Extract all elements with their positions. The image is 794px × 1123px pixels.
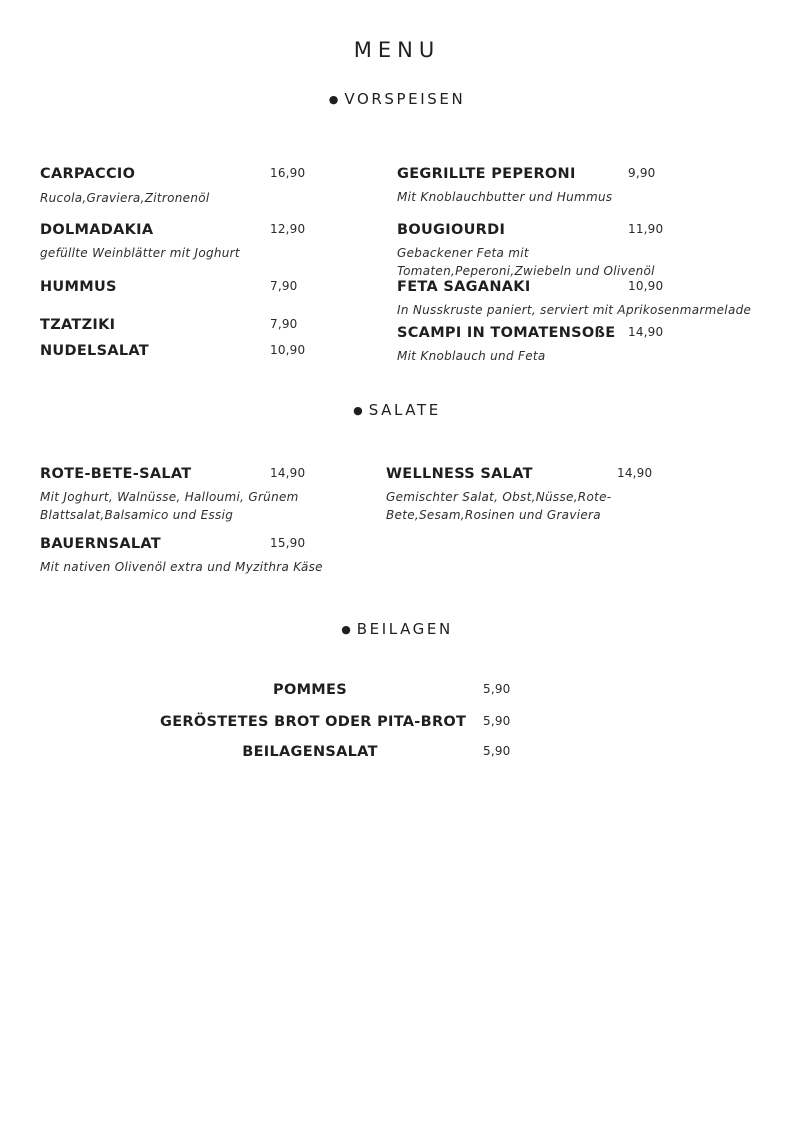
dish-description: Mit Knoblauchbutter und Hummus (397, 190, 613, 204)
dish-price: 14,90 (617, 466, 653, 480)
side-dish-price: 5,90 (483, 744, 511, 758)
dish-description: Gebackener Feta mit (397, 246, 529, 260)
dish-name: BOUGIOURDI (397, 222, 506, 238)
dish-description: Mit nativen Olivenöl extra und Myzithra Käse (40, 560, 323, 574)
bullet-icon: ● (341, 623, 351, 636)
side-dish-price: 5,90 (483, 682, 511, 696)
dish-name: FETA SAGANAKI (397, 279, 531, 295)
dish-price: 14,90 (628, 325, 664, 339)
dish-price: 10,90 (628, 279, 664, 293)
dish-description: Tomaten,Peperoni,Zwiebeln und Olivenöl (397, 264, 655, 278)
dish-price: 14,90 (270, 466, 306, 480)
dish-name: ROTE-BETE-SALAT (40, 466, 192, 482)
dish-name: DOLMADAKIA (40, 222, 154, 238)
section-label: SALATE (368, 401, 441, 419)
dish-description: Gemischter Salat, Obst,Nüsse,Rote- (386, 490, 612, 504)
section-heading-vorspeisen (0, 90, 794, 108)
section-label: VORSPEISEN (344, 90, 466, 108)
dish-name: NUDELSALAT (40, 343, 149, 359)
side-dish-name: GERÖSTETES BROT ODER PITA-BROT (160, 714, 467, 730)
dish-price: 16,90 (270, 166, 306, 180)
dish-name: WELLNESS SALAT (386, 466, 533, 482)
dish-name: HUMMUS (40, 279, 117, 295)
bullet-icon: ● (353, 404, 363, 417)
dish-description: Bete,Sesam,Rosinen und Graviera (386, 508, 601, 522)
dish-description: Mit Joghurt, Walnüsse, Halloumi, Grünem (40, 490, 299, 504)
dish-name: GEGRILLTE PEPERONI (397, 166, 576, 182)
menu-title: MENU (353, 38, 441, 62)
dish-price: 7,90 (270, 317, 298, 331)
dish-price: 10,90 (270, 343, 306, 357)
dish-name: TZATZIKI (40, 317, 116, 333)
dish-description: Mit Knoblauch und Feta (397, 349, 546, 363)
bullet-icon: ● (328, 93, 339, 106)
dish-price: 12,90 (270, 222, 306, 236)
dish-name: SCAMPI IN TOMATENSOßE (397, 325, 616, 341)
dish-price: 15,90 (270, 536, 306, 550)
dish-description: In Nusskruste paniert, serviert mit Aprikosenmarmelade (397, 303, 752, 317)
dish-price: 9,90 (628, 166, 656, 180)
side-dish-price: 5,90 (483, 714, 511, 728)
side-dish-name: BEILAGENSALAT (242, 744, 378, 760)
side-dish-name: POMMES (273, 682, 347, 698)
section-heading-salate (0, 401, 794, 419)
dish-name: CARPACCIO (40, 166, 136, 182)
dish-description: gefüllte Weinblätter mit Joghurt (40, 246, 240, 260)
dish-price: 11,90 (628, 222, 664, 236)
dish-description: Rucola,Graviera,Zitronenöl (40, 191, 210, 205)
section-heading-beilagen (0, 620, 794, 638)
dish-price: 7,90 (270, 279, 298, 293)
section-label: BEILAGEN (356, 620, 453, 638)
dish-description: Blattsalat,Balsamico und Essig (40, 508, 234, 522)
dish-name: BAUERNSALAT (40, 536, 161, 552)
